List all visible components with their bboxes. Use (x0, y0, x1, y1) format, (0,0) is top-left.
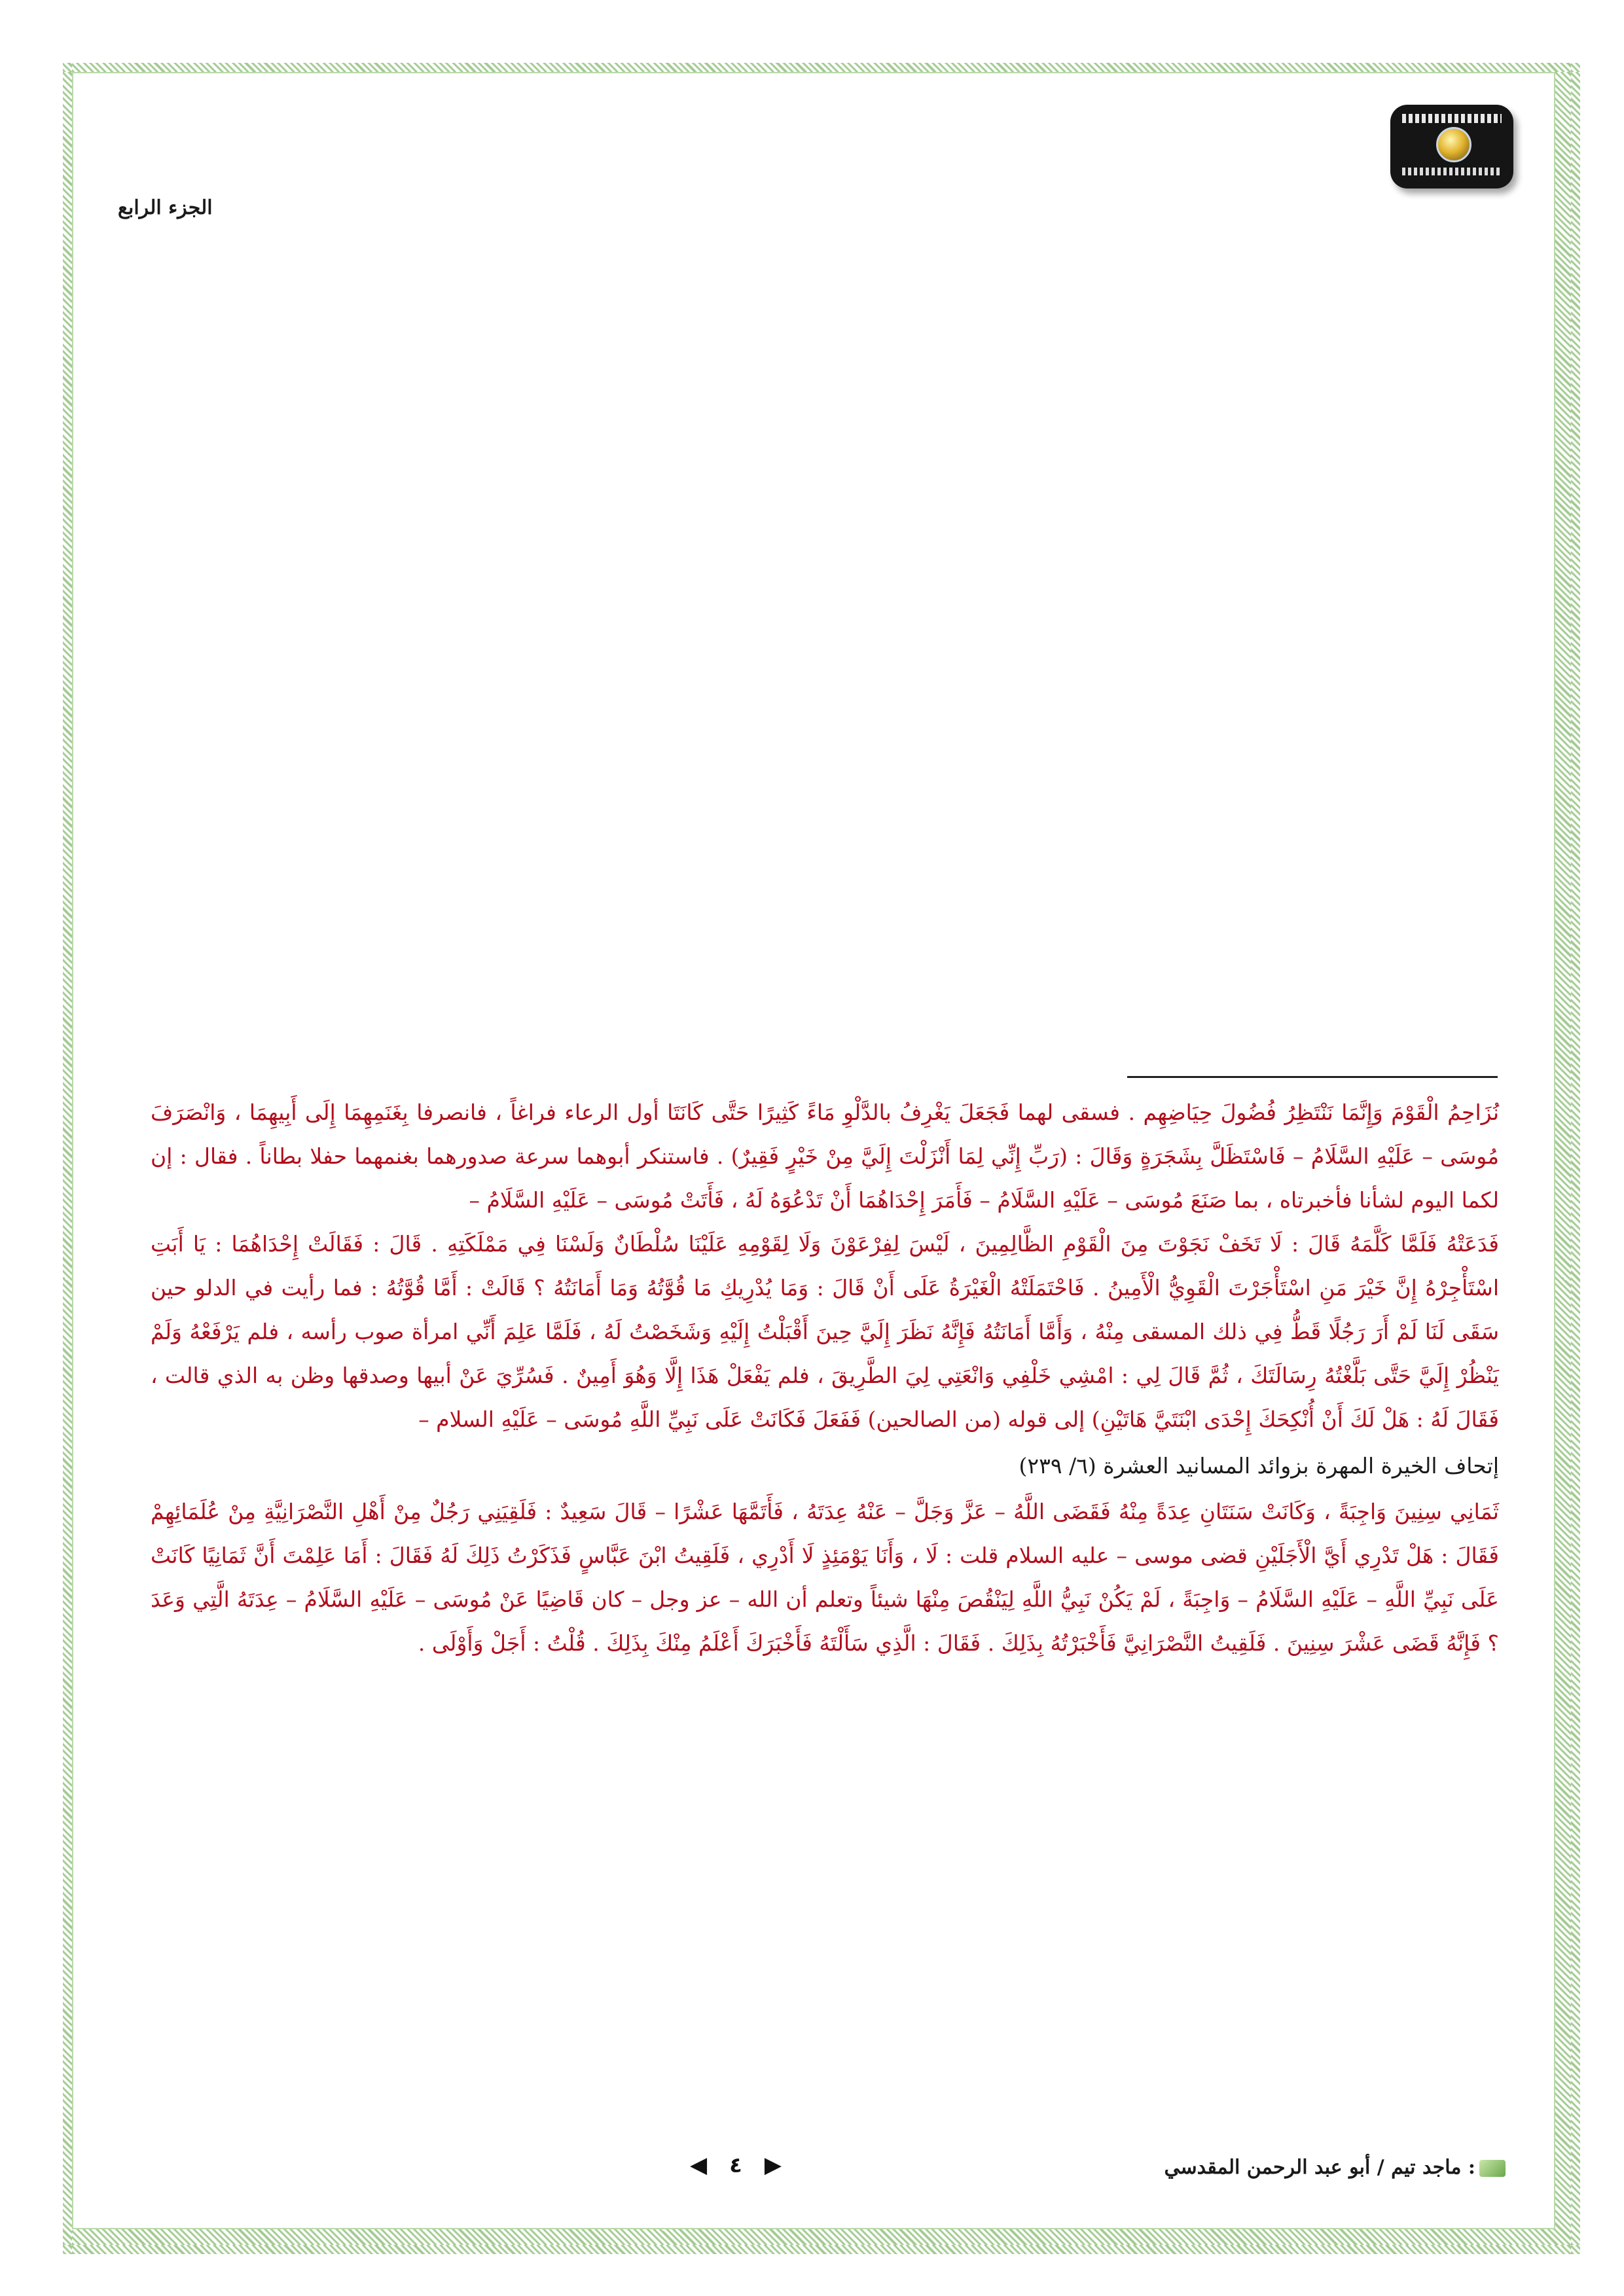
author-name: : ماجد تيم / أبو عبد الرحمن المقدسي (1164, 2156, 1475, 2179)
paragraph: نُزَاحِمُ الْقَوْمَ وَإِنَّمَا نَنْتَظِرُ فُضُولَ حِيَاضِهِم . فسقى لهما فَجَعَلَ يَغْرِفُ بالدَّلْوِ مَاءً كَثِيرًا حَتَّى كَانَتَا أول الرعاء فراغاً ، فانصرفا بِغَنَمِهِمَا إِلَى أَبِيهِمَا ، وَانْصَرَفَ مُوسَى – عَلَيْهِ السَّلَامُ – فَاسْتَظَلَّ بِشَجَرَةٍ وَقَالَ : (رَبِّ إِنِّي لِمَا أَنْزَلْتَ إِلَيَّ مِنْ خَيْرٍ فَقِيرٌ) . فاستنكر أبوهما سرعة صدورهما بغنمهما حفلا بطاناً . فقال : إن لكما اليوم لشأنا فأخبرتاه ، بما صَنَعَ مُوسَى – عَلَيْهِ السَّلَامُ – فَأَمَرَ إِحْدَاهُمَا أَنْ تَدْعُوَهُ لَهُ ، فَأَتَتْ مُوسَى – عَلَيْهِ السَّلَامُ – (151, 1100, 1499, 1213)
footnote-separator (1127, 1076, 1498, 1078)
next-arrow-icon[interactable]: ▶ (764, 2152, 782, 2178)
source-citation: إتحاف الخيرة المهرة بزوائد المسانيد العشرة (٦/ ٢٣٩) (1019, 1453, 1499, 1479)
prev-arrow-icon[interactable]: ◀ (690, 2152, 708, 2178)
page-number-nav (690, 2151, 782, 2179)
logo-lettering-bottom (1402, 168, 1502, 175)
paragraph: فَدَعَتْهُ فَلَمَّا كَلَّمَهُ قَالَ : لَا تَخَفْ نَجَوْتَ مِنَ الْقَوْمِ الظَّالِمِينَ ، لَيْسَ لِفِرْعَوْنَ وَلَا لِقَوْمِهِ عَلَيْنَا سُلْطَانٌ وَلَسْنَا فِي مَمْلَكَتِهِ . قَالَ : فَقَالَتْ إِحْدَاهُمَا : يَا أَبَتِ اسْتَأْجِرْهُ إِنَّ خَيْرَ مَنِ اسْتَأْجَرْتَ الْقَوِيُّ الْأَمِينُ . فَاحْتَمَلَتْهُ الْغَيْرَةُ عَلَى أَنْ قَالَ : وَمَا يُدْرِيكِ مَا قُوَّتُهُ وَمَا أَمَانَتُهُ ؟ قَالَتْ : أَمَّا قُوَّتُهُ : فما رأيت في الدلو حين سَقَى لَنَا لَمْ أَرَ رَجُلًا قَطُّ فِي ذلك المسقى مِنْهُ ، وَأَمَّا أَمَانَتُهُ فَإِنَّهُ نَظَرَ إِلَيَّ حِينَ أَقْبَلْتُ إِلَيْهِ وَشَخَصْتُ لَهُ ، فَلَمَّا عَلِمَ أَنِّي امرأة صوب رأسه ، فلم يَرْفَعْهُ وَلَمْ يَنْظُرْ إِلَيَّ حَتَّى بَلَّغْتُهُ رِسَالَتَكَ ، ثُمَّ قَالَ لِي : امْشِي خَلْفِي وَانْعَتِي لِيَ الطَّرِيقَ ، فلم يَفْعَلْ هَذَا إِلَّا وَهُوَ أَمِينٌ . فَسُرِّيَ عَنْ أبيها وصدقها وظن به الذي قالت ، فَقَالَ لَهُ : هَلْ لَكَ أَنْ أُنْكِحَكَ إِحْدَى ابْنَتَيَّ هَاتَيْنِ) إلى قوله (من الصالحين) فَفَعَلَ فَكَانَتْ عَلَى نَبِيِّ اللَّهِ مُوسَى – عَلَيْهِ السلام – (151, 1231, 1499, 1432)
page-number: ٤ (729, 2153, 742, 2178)
paragraph: ثَمَانِي سِنِينَ وَاجِبَةً ، وَكَانَتْ سَنَتَانِ عِدَةً مِنْهُ فَقَضَى اللَّهُ – عَزَّ وَجَلَّ – عَنْهُ عِدَتَهُ ، فَأَتَمَّهَا عَشْرًا – قَالَ سَعِيدٌ : فَلَقِيَنِي رَجُلٌ مِنْ أَهْلِ النَّصْرَانِيَّةِ مِنْ عُلَمَائِهِمْ فَقَالَ : هَلْ تَدْرِي أَيَّ الْأَجَلَيْنِ قضى موسى – عليه السلام قلت : لَا ، وَأَنَا يَوْمَئِذٍ لَا أَدْرِي ، فَلَقِيتُ ابْنَ عَبَّاسٍ فَذَكَرْتُ ذَلِكَ لَهُ فَقَالَ : أَمَا عَلِمْتَ أَنَّ ثَمَانِيًا كَانَتْ عَلَى نَبِيِّ اللَّهِ – عَلَيْهِ السَّلَامُ – وَاجِبَةً ، لَمْ يَكُنْ نَبِيُّ اللَّهِ لِيَنْقُصَ مِنْهَا شيئاً وتعلم أن الله – عز وجل – كان قَاضِيًا عَنْ مُوسَى – عَلَيْهِ السَّلَامُ – عِدَتَهُ الَّتِي وَعَدَ ؟ فَإِنَّهُ قَضَى عَشْرَ سِنِينَ . فَلَقِيتُ النَّصْرَانِيَّ فَأَخْبَرْتُهُ بِذَلِكَ . فَقَالَ : الَّذِي سَأَلْتَهُ فَأَخْبَرَكَ أَعْلَمُ مِنْكَ بِذَلِكَ . قُلْتُ : أَجَلْ وَأَوْلَى . (151, 1499, 1499, 1656)
part-label: الجزء الرابع (118, 196, 213, 219)
logo-gem-icon (1436, 127, 1471, 162)
main-text (151, 1090, 1499, 1665)
logo-lettering-top (1402, 114, 1502, 123)
site-logo-icon (1390, 105, 1513, 188)
footer-author (1087, 2156, 1506, 2179)
pen-icon (1479, 2160, 1506, 2177)
